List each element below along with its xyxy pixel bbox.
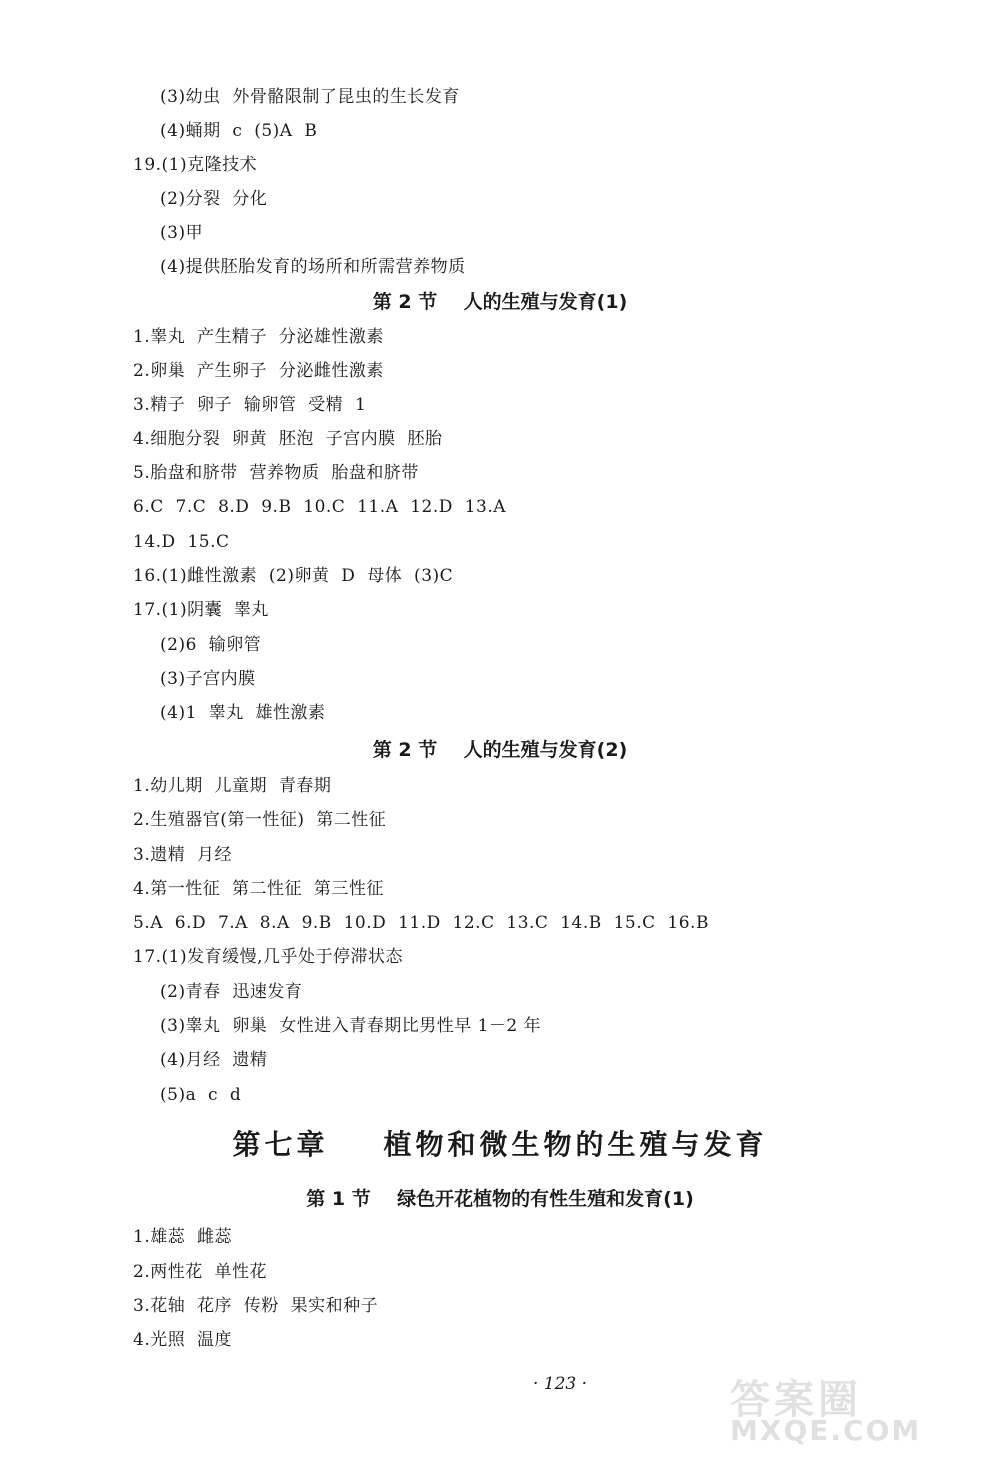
answer-line: (4)月经 遗精 — [160, 1050, 268, 1070]
answer-line: 2.两性花 单性花 — [133, 1262, 268, 1282]
watermark-text-cn: 答案圈 — [730, 1377, 862, 1423]
answer-line: (4)提供胚胎发育的场所和所需营养物质 — [160, 257, 466, 277]
answer-line: (2)分裂 分化 — [160, 189, 268, 209]
section-heading: 第 2 节 人的生殖与发育(2) — [372, 739, 628, 761]
answer-line: (2)青春 迅速发育 — [160, 982, 303, 1002]
answer-line: 17.(1)阴囊 睾丸 — [133, 600, 269, 620]
answer-line: 14.D 15.C — [133, 532, 230, 552]
answer-line: 3.花轴 花序 传粉 果实和种子 — [133, 1296, 379, 1316]
watermark-text-en: MXQE.COM — [730, 1414, 922, 1447]
answer-line: (3)幼虫 外骨骼限制了昆虫的生长发育 — [160, 87, 460, 107]
answer-line: 19.(1)克隆技术 — [133, 155, 258, 175]
answer-line: 1.雄蕊 雌蕊 — [133, 1227, 233, 1247]
page-number: · 123 · — [532, 1374, 588, 1394]
answer-line: 2.卵巢 产生卵子 分泌雌性激素 — [133, 361, 384, 381]
watermark-logo — [730, 1368, 992, 1452]
answer-line: (3)子宫内膜 — [160, 669, 256, 689]
answer-line: (3)甲 — [160, 223, 204, 243]
answer-line: 4.细胞分裂 卵黄 胚泡 子宫内膜 胚胎 — [133, 429, 443, 449]
answer-line: 6.C 7.C 8.D 9.B 10.C 11.A 12.D 13.A — [133, 497, 507, 517]
answer-line: 1.睾丸 产生精子 分泌雄性激素 — [133, 327, 384, 347]
answer-line: 2.生殖器官(第一性征) 第二性征 — [133, 810, 387, 830]
answer-line: 1.幼儿期 儿童期 青春期 — [133, 776, 332, 796]
answer-line: 16.(1)雌性激素 (2)卵黄 D 母体 (3)C — [133, 566, 454, 586]
answer-line: 3.精子 卵子 输卵管 受精 1 — [133, 395, 367, 415]
section-heading: 第 1 节 绿色开花植物的有性生殖和发育(1) — [306, 1188, 694, 1210]
answer-line: 3.遗精 月经 — [133, 845, 233, 865]
chapter-title: 第七章 植物和微生物的生殖与发育 — [232, 1128, 768, 1161]
section-heading: 第 2 节 人的生殖与发育(1) — [372, 291, 628, 313]
answer-line: 4.光照 温度 — [133, 1330, 233, 1350]
answer-line: 5.胎盘和脐带 营养物质 胎盘和脐带 — [133, 463, 419, 483]
answer-line: (4)蛹期 c (5)A B — [160, 121, 318, 141]
answer-line: (2)6 输卵管 — [160, 635, 262, 655]
answer-line: (3)睾丸 卵巢 女性进入青春期比男性早 1－2 年 — [160, 1016, 542, 1036]
answer-line: (5)a c d — [160, 1085, 242, 1105]
answer-line: 17.(1)发育缓慢,几乎处于停滞状态 — [133, 947, 404, 967]
answer-line: 5.A 6.D 7.A 8.A 9.B 10.D 11.D 12.C 13.C 14.B 15.C 16.B — [133, 913, 709, 933]
answer-line: 4.第一性征 第二性征 第三性征 — [133, 879, 384, 899]
answer-line: (4)1 睾丸 雄性激素 — [160, 703, 326, 723]
